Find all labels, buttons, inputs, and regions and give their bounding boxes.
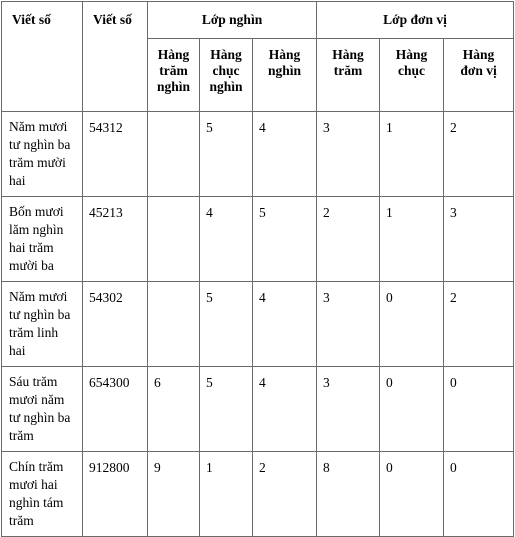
digit-cell: 0 xyxy=(380,282,444,367)
number-in-words: Sáu trăm mươi năm tư nghìn ba trăm xyxy=(2,367,83,452)
number-in-words: Năm mươi tư nghìn ba trăm mười hai xyxy=(2,112,83,197)
number-in-words: Bốn mươi lăm nghìn hai trăm mười ba xyxy=(2,197,83,282)
header-thousands: Hàng nghìn xyxy=(253,39,317,112)
table-row xyxy=(2,197,514,282)
table-row xyxy=(2,112,514,197)
header-words: Viết số xyxy=(2,2,83,112)
digit-cell: 1 xyxy=(200,452,253,537)
number-in-digits: 654300 xyxy=(83,367,148,452)
header-units-class: Lớp đơn vị xyxy=(317,2,514,39)
digit-cell: 3 xyxy=(444,197,514,282)
header-thousands-class: Lớp nghìn xyxy=(148,2,317,39)
digit-cell: 5 xyxy=(200,367,253,452)
digit-cell xyxy=(148,197,200,282)
digit-cell: 3 xyxy=(317,112,380,197)
digit-cell: 5 xyxy=(253,197,317,282)
number-in-words: Chín trăm mươi hai nghìn tám trăm xyxy=(2,452,83,537)
digit-cell: 0 xyxy=(444,367,514,452)
table-row xyxy=(2,452,514,537)
table-body xyxy=(2,112,514,537)
place-value-table xyxy=(1,1,514,537)
header-hundreds: Hàng trăm xyxy=(317,39,380,112)
digit-cell: 3 xyxy=(317,282,380,367)
digit-cell xyxy=(148,112,200,197)
digit-cell: 4 xyxy=(253,282,317,367)
number-in-words: Năm mươi tư nghìn ba trăm linh hai xyxy=(2,282,83,367)
table-row xyxy=(2,282,514,367)
digit-cell: 2 xyxy=(444,112,514,197)
header-units: Hàng đơn vị xyxy=(444,39,514,112)
table-row xyxy=(2,367,514,452)
digit-cell: 4 xyxy=(253,112,317,197)
number-in-digits: 912800 xyxy=(83,452,148,537)
digit-cell: 2 xyxy=(253,452,317,537)
header-digits: Viết số xyxy=(83,2,148,112)
digit-cell: 4 xyxy=(253,367,317,452)
digit-cell: 1 xyxy=(380,197,444,282)
digit-cell: 5 xyxy=(200,282,253,367)
digit-cell: 1 xyxy=(380,112,444,197)
number-in-digits: 54302 xyxy=(83,282,148,367)
digit-cell xyxy=(148,282,200,367)
digit-cell: 0 xyxy=(380,367,444,452)
header-tens: Hàng chục xyxy=(380,39,444,112)
digit-cell: 3 xyxy=(317,367,380,452)
digit-cell: 2 xyxy=(317,197,380,282)
digit-cell: 6 xyxy=(148,367,200,452)
header-hundred-thousands: Hàng trăm nghìn xyxy=(148,39,200,112)
number-in-digits: 45213 xyxy=(83,197,148,282)
digit-cell: 4 xyxy=(200,197,253,282)
digit-cell: 8 xyxy=(317,452,380,537)
digit-cell: 9 xyxy=(148,452,200,537)
digit-cell: 5 xyxy=(200,112,253,197)
number-in-digits: 54312 xyxy=(83,112,148,197)
digit-cell: 0 xyxy=(380,452,444,537)
header-ten-thousands: Hàng chục nghìn xyxy=(200,39,253,112)
digit-cell: 2 xyxy=(444,282,514,367)
digit-cell: 0 xyxy=(444,452,514,537)
